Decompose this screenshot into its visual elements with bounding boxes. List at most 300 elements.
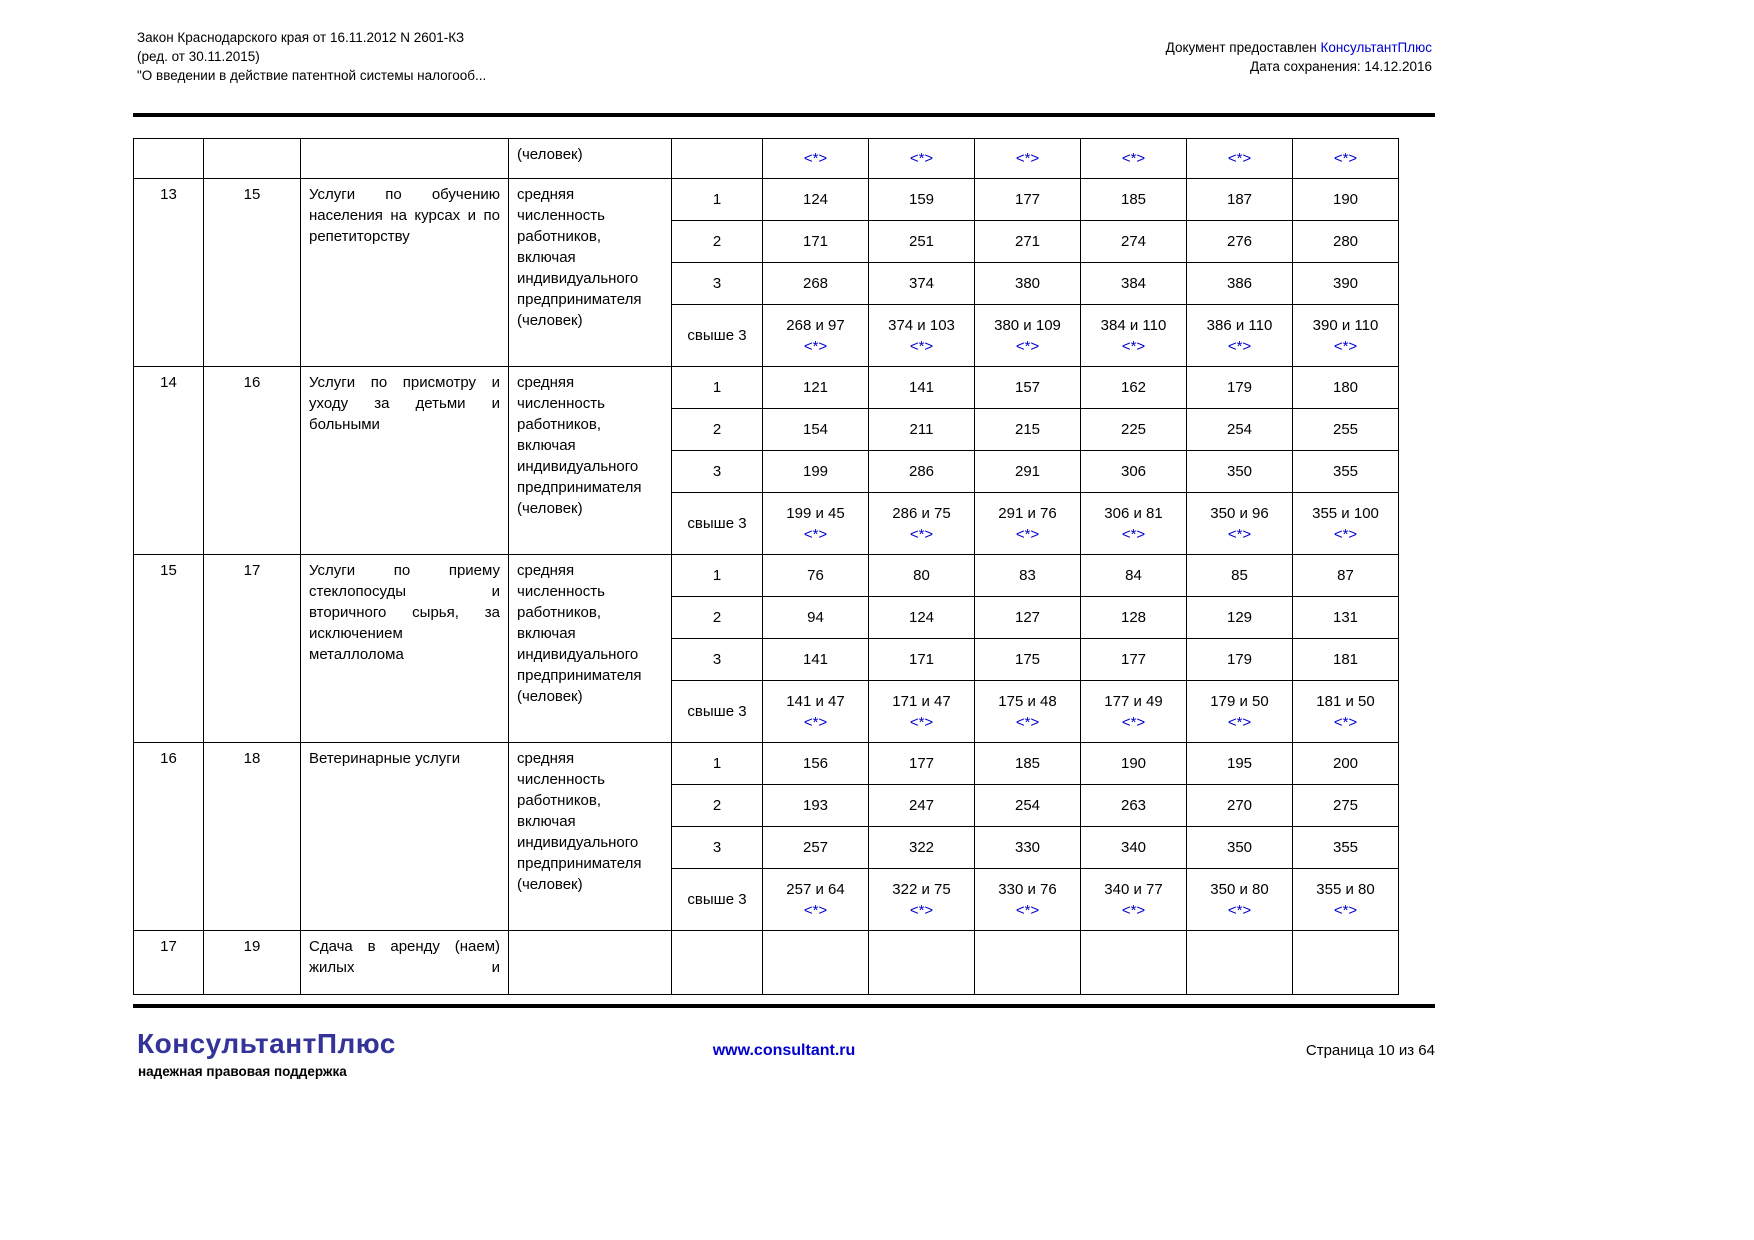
provided-by-line	[1166, 38, 1432, 57]
cell-empty	[672, 139, 763, 179]
value-text: 291 и 76	[998, 504, 1057, 522]
provided-by-text: Документ предоставлен	[1165, 40, 1321, 55]
footnote-marker[interactable]: <*>	[1227, 150, 1252, 167]
value-text: 179 и 50	[1210, 692, 1269, 710]
website-link[interactable]: www.consultant.ru	[712, 1042, 856, 1059]
footnote-marker[interactable]: <*>	[909, 337, 934, 355]
row-number-cell: 13	[134, 179, 204, 367]
value-text: 190	[1120, 755, 1147, 772]
value-cell	[763, 493, 869, 555]
subrow-label-cell: 3	[672, 639, 763, 681]
cell-empty	[1187, 931, 1293, 995]
value-cell	[975, 493, 1081, 555]
value-text: 257	[802, 839, 829, 856]
value-text: 171	[908, 651, 935, 668]
value-cell	[1187, 827, 1293, 869]
value-cell	[975, 179, 1081, 221]
row-number-cell: 17	[134, 931, 204, 995]
value-cell	[1081, 597, 1187, 639]
value-cell	[869, 681, 975, 743]
value-cell	[1293, 869, 1399, 931]
value-cell	[975, 827, 1081, 869]
subrow-label-cell: 1	[672, 555, 763, 597]
value-text: 129	[1226, 609, 1253, 626]
cell-empty	[672, 931, 763, 995]
value-text: 181 и 50	[1316, 692, 1375, 710]
value-cell	[1187, 451, 1293, 493]
value-cell	[1293, 639, 1399, 681]
footnote-marker[interactable]: <*>	[1015, 150, 1040, 167]
value-text: 84	[1125, 567, 1142, 584]
row-code-cell: 16	[204, 367, 301, 555]
value-cell	[1081, 305, 1187, 367]
cell-empty	[509, 931, 672, 995]
value-text: 355 и 80	[1316, 880, 1375, 898]
service-row-13-sub-1	[134, 179, 1399, 221]
value-text: 322 и 75	[892, 880, 951, 898]
footnote-marker[interactable]: <*>	[803, 713, 828, 731]
value-text: 154	[802, 421, 829, 438]
value-cell	[975, 681, 1081, 743]
value-cell	[763, 263, 869, 305]
value-text: 340	[1120, 839, 1147, 856]
value-text: 171 и 47	[892, 692, 951, 710]
value-text: 255	[1332, 421, 1359, 438]
value-text: 384 и 110	[1100, 316, 1167, 334]
carryover-row	[134, 139, 1399, 179]
value-cell	[975, 597, 1081, 639]
footnote-cell-3	[1081, 139, 1187, 179]
value-text: 157	[1014, 379, 1041, 396]
doc-title-line1: Закон Краснодарского края от 16.11.2012 N 2601-КЗ	[137, 30, 465, 45]
logo-tagline: надежная правовая поддержка	[138, 1064, 347, 1079]
value-cell	[1081, 827, 1187, 869]
service-row-16-sub-1	[134, 743, 1399, 785]
value-text: 390	[1332, 275, 1359, 292]
cell-empty	[1293, 931, 1399, 995]
value-text: 87	[1337, 567, 1354, 584]
value-cell	[975, 263, 1081, 305]
value-text: 124	[908, 609, 935, 626]
service-name-cell: Услуги по обучению населения на курсах и по репетиторству	[301, 179, 509, 367]
footnote-marker[interactable]: <*>	[909, 901, 934, 919]
footer-rule	[133, 1004, 1435, 1008]
footnote-marker[interactable]: <*>	[1121, 150, 1146, 167]
value-cell	[1293, 555, 1399, 597]
value-cell	[1187, 179, 1293, 221]
value-text: 306 и 81	[1104, 504, 1163, 522]
subrow-label-cell: 3	[672, 263, 763, 305]
subrow-label-cell: 2	[672, 597, 763, 639]
value-cell	[975, 367, 1081, 409]
footnote-marker[interactable]: <*>	[1015, 901, 1040, 919]
footnote-cell-5	[1293, 139, 1399, 179]
footnote-marker[interactable]: <*>	[803, 337, 828, 355]
value-cell	[1293, 305, 1399, 367]
value-text: 85	[1231, 567, 1248, 584]
value-cell	[869, 409, 975, 451]
value-text: 274	[1120, 233, 1147, 250]
value-text: 263	[1120, 797, 1147, 814]
subrow-label-cell: 2	[672, 409, 763, 451]
value-text: 199	[802, 463, 829, 480]
value-text: 181	[1332, 651, 1359, 668]
value-text: 380	[1014, 275, 1041, 292]
value-cell	[1081, 869, 1187, 931]
footnote-marker[interactable]: <*>	[1227, 337, 1252, 355]
indicator-cell: средняя численность работников, включая индивидуального предпринимателя (человек)	[509, 555, 672, 743]
value-cell	[1187, 869, 1293, 931]
value-text: 215	[1014, 421, 1041, 438]
value-cell	[1187, 367, 1293, 409]
value-cell	[975, 409, 1081, 451]
value-text: 374	[908, 275, 935, 292]
value-text: 185	[1120, 191, 1147, 208]
value-cell	[975, 639, 1081, 681]
service-name-cell: Услуги по приему стеклопосуды и вторичного сырья, за исключением металлолома	[301, 555, 509, 743]
value-cell	[763, 451, 869, 493]
value-cell	[1187, 305, 1293, 367]
value-text: 276	[1226, 233, 1253, 250]
value-text: 271	[1014, 233, 1041, 250]
value-cell	[1293, 409, 1399, 451]
value-cell	[1081, 639, 1187, 681]
indicator-cell: средняя численность работников, включая индивидуального предпринимателя (человек)	[509, 179, 672, 367]
value-cell	[1293, 597, 1399, 639]
value-cell	[869, 493, 975, 555]
header-rule	[133, 113, 1435, 117]
value-cell	[763, 597, 869, 639]
value-text: 386 и 110	[1206, 316, 1273, 334]
tariff-table-body	[134, 139, 1399, 995]
value-text: 141	[802, 651, 829, 668]
value-text: 156	[802, 755, 829, 772]
value-cell	[1081, 743, 1187, 785]
value-text: 291	[1014, 463, 1041, 480]
value-cell	[869, 179, 975, 221]
indicator-continuation: (человек)	[509, 139, 672, 179]
value-text: 211	[909, 421, 934, 438]
value-cell	[1293, 451, 1399, 493]
value-text: 131	[1332, 609, 1359, 626]
value-cell	[975, 451, 1081, 493]
footnote-marker[interactable]: <*>	[1227, 901, 1252, 919]
value-text: 384	[1120, 275, 1147, 292]
row-code-cell: 19	[204, 931, 301, 995]
value-cell	[1081, 409, 1187, 451]
value-text: 350	[1226, 463, 1253, 480]
indicator-cell: средняя численность работников, включая индивидуального предпринимателя (человек)	[509, 743, 672, 931]
cell-empty	[763, 931, 869, 995]
subrow-label-cell: 2	[672, 785, 763, 827]
value-cell	[1081, 681, 1187, 743]
value-text: 200	[1332, 755, 1359, 772]
value-text: 254	[1014, 797, 1041, 814]
value-text: 251	[908, 233, 935, 250]
footnote-marker[interactable]: <*>	[1333, 150, 1358, 167]
footnote-marker[interactable]: <*>	[803, 150, 828, 167]
footnote-marker[interactable]: <*>	[1121, 337, 1146, 355]
value-cell	[763, 827, 869, 869]
value-text: 127	[1014, 609, 1041, 626]
subrow-label-cell: 1	[672, 179, 763, 221]
value-text: 350 и 80	[1210, 880, 1269, 898]
footnote-cell-1	[869, 139, 975, 179]
value-text: 193	[802, 797, 829, 814]
value-text: 350	[1226, 839, 1253, 856]
value-cell	[869, 743, 975, 785]
value-text: 275	[1332, 797, 1359, 814]
value-text: 247	[908, 797, 935, 814]
value-cell	[869, 305, 975, 367]
footnote-cell-4	[1187, 139, 1293, 179]
value-text: 390 и 110	[1312, 316, 1379, 334]
value-text: 175	[1014, 651, 1041, 668]
save-date: Дата сохранения: 14.12.2016	[1249, 59, 1432, 75]
page-indicator: Страница 10 из 64	[1305, 1042, 1435, 1059]
value-cell	[1293, 827, 1399, 869]
footnote-marker[interactable]: <*>	[1121, 713, 1146, 731]
value-text: 268	[802, 275, 829, 292]
value-cell	[1187, 597, 1293, 639]
value-cell	[1187, 493, 1293, 555]
doc-title-line3: "О введении в действие патентной системы налогооб...	[137, 68, 487, 84]
value-text: 355	[1332, 463, 1359, 480]
value-text: 190	[1332, 191, 1359, 208]
value-text: 225	[1120, 421, 1147, 438]
value-cell	[763, 639, 869, 681]
value-text: 270	[1226, 797, 1253, 814]
value-cell	[869, 555, 975, 597]
value-cell	[975, 555, 1081, 597]
value-cell	[1081, 179, 1187, 221]
service-row-14-sub-1	[134, 367, 1399, 409]
value-text: 199 и 45	[786, 504, 845, 522]
value-cell	[1293, 681, 1399, 743]
value-cell	[1293, 367, 1399, 409]
footnote-cell-0	[763, 139, 869, 179]
footnote-marker[interactable]: <*>	[1227, 713, 1252, 731]
footnote-marker[interactable]: <*>	[909, 525, 934, 543]
value-text: 350 и 96	[1210, 504, 1269, 522]
value-cell	[763, 743, 869, 785]
value-text: 187	[1226, 191, 1253, 208]
value-text: 141	[908, 379, 935, 396]
footnote-marker[interactable]: <*>	[1333, 525, 1358, 543]
service-name-cell: Сдача в аренду (наем) жилых и	[301, 931, 509, 995]
tariff-table	[133, 138, 1399, 995]
subrow-label-cell: 1	[672, 367, 763, 409]
value-cell	[763, 869, 869, 931]
footnote-marker[interactable]: <*>	[1121, 525, 1146, 543]
value-cell	[763, 367, 869, 409]
subrow-label-cell: 2	[672, 221, 763, 263]
value-text: 94	[807, 609, 824, 626]
value-cell	[869, 263, 975, 305]
value-cell	[1187, 681, 1293, 743]
footnote-marker[interactable]: <*>	[1227, 525, 1252, 543]
value-cell	[1187, 263, 1293, 305]
consultantplus-header-link[interactable]: КонсультантПлюс	[1320, 40, 1432, 55]
value-cell	[869, 221, 975, 263]
value-text: 257 и 64	[786, 880, 845, 898]
value-text: 268 и 97	[786, 316, 845, 334]
cell-empty	[1081, 931, 1187, 995]
value-cell	[1187, 221, 1293, 263]
document-provided-block	[1166, 38, 1432, 76]
subrow-label-cell: свыше 3	[672, 305, 763, 367]
value-text: 286 и 75	[892, 504, 951, 522]
value-text: 177	[1014, 191, 1041, 208]
value-cell	[763, 409, 869, 451]
service-row-17-partial	[134, 931, 1399, 995]
value-text: 386	[1226, 275, 1253, 292]
row-number-cell: 15	[134, 555, 204, 743]
value-text: 355 и 100	[1312, 504, 1379, 522]
value-text: 340 и 77	[1104, 880, 1163, 898]
subrow-label-cell: 1	[672, 743, 763, 785]
value-cell	[975, 869, 1081, 931]
value-text: 179	[1226, 651, 1253, 668]
value-cell	[763, 221, 869, 263]
value-text: 141 и 47	[786, 692, 845, 710]
value-cell	[1293, 493, 1399, 555]
footnote-marker[interactable]: <*>	[1015, 337, 1040, 355]
value-cell	[1293, 263, 1399, 305]
value-text: 374 и 103	[888, 316, 955, 334]
footnote-marker[interactable]: <*>	[1333, 901, 1358, 919]
row-number-cell: 14	[134, 367, 204, 555]
value-text: 195	[1226, 755, 1253, 772]
value-text: 306	[1120, 463, 1147, 480]
value-cell	[1081, 367, 1187, 409]
value-cell	[1293, 179, 1399, 221]
subrow-label-cell: свыше 3	[672, 493, 763, 555]
value-cell	[869, 639, 975, 681]
value-cell	[1081, 221, 1187, 263]
value-cell	[1293, 743, 1399, 785]
value-cell	[975, 785, 1081, 827]
value-cell	[1293, 221, 1399, 263]
page-footer	[133, 1024, 1435, 1094]
value-cell	[1293, 785, 1399, 827]
value-text: 162	[1120, 379, 1147, 396]
value-cell	[763, 305, 869, 367]
value-text: 83	[1019, 567, 1036, 584]
service-name-cell: Услуги по присмотру и уходу за детьми и больными	[301, 367, 509, 555]
value-text: 330 и 76	[998, 880, 1057, 898]
value-cell	[1081, 785, 1187, 827]
value-cell	[869, 869, 975, 931]
value-text: 177 и 49	[1104, 692, 1163, 710]
value-text: 124	[802, 191, 829, 208]
value-text: 280	[1332, 233, 1359, 250]
cell-empty	[301, 139, 509, 179]
document-title-block	[137, 28, 486, 85]
value-cell	[869, 451, 975, 493]
subrow-label-cell: 3	[672, 827, 763, 869]
cell-empty	[204, 139, 301, 179]
value-cell	[1081, 451, 1187, 493]
value-cell	[975, 221, 1081, 263]
footnote-marker[interactable]: <*>	[1015, 713, 1040, 731]
value-cell	[763, 179, 869, 221]
cell-empty	[975, 931, 1081, 995]
row-code-cell: 15	[204, 179, 301, 367]
subrow-label-cell: свыше 3	[672, 869, 763, 931]
footnote-marker[interactable]: <*>	[1015, 525, 1040, 543]
footnote-marker[interactable]: <*>	[803, 901, 828, 919]
cell-empty	[869, 931, 975, 995]
value-text: 128	[1120, 609, 1147, 626]
value-cell	[869, 785, 975, 827]
value-cell	[763, 785, 869, 827]
value-text: 80	[913, 567, 930, 584]
value-cell	[1187, 785, 1293, 827]
service-row-15-sub-1	[134, 555, 1399, 597]
value-text: 355	[1332, 839, 1359, 856]
value-cell	[975, 743, 1081, 785]
value-text: 254	[1226, 421, 1253, 438]
value-cell	[763, 681, 869, 743]
footnote-marker[interactable]: <*>	[1121, 901, 1146, 919]
value-cell	[975, 305, 1081, 367]
footnote-marker[interactable]: <*>	[1333, 337, 1358, 355]
value-cell	[1187, 639, 1293, 681]
value-cell	[1187, 555, 1293, 597]
value-cell	[1081, 555, 1187, 597]
value-cell	[869, 597, 975, 639]
footnote-marker[interactable]: <*>	[1333, 713, 1358, 731]
indicator-cell: средняя численность работников, включая индивидуального предпринимателя (человек)	[509, 367, 672, 555]
doc-title-line2: (ред. от 30.11.2015)	[137, 49, 260, 65]
value-text: 380 и 109	[994, 316, 1061, 334]
value-text: 121	[802, 379, 829, 396]
value-cell	[1081, 493, 1187, 555]
subrow-label-cell: 3	[672, 451, 763, 493]
footnote-marker[interactable]: <*>	[909, 150, 934, 167]
value-text: 322	[908, 839, 935, 856]
service-name-cell: Ветеринарные услуги	[301, 743, 509, 931]
value-text: 159	[908, 191, 935, 208]
value-text: 76	[807, 567, 824, 584]
value-cell	[1081, 263, 1187, 305]
value-cell	[1187, 743, 1293, 785]
value-text: 177	[908, 755, 935, 772]
value-text: 177	[1120, 651, 1147, 668]
row-code-cell: 17	[204, 555, 301, 743]
row-number-cell: 16	[134, 743, 204, 931]
value-text: 179	[1226, 379, 1253, 396]
row-code-cell: 18	[204, 743, 301, 931]
value-text: 185	[1014, 755, 1041, 772]
value-text: 330	[1014, 839, 1041, 856]
value-text: 180	[1332, 379, 1359, 396]
value-cell	[869, 367, 975, 409]
cell-empty	[134, 139, 204, 179]
value-cell	[1187, 409, 1293, 451]
value-text: 286	[908, 463, 935, 480]
footnote-cell-2	[975, 139, 1081, 179]
footnote-marker[interactable]: <*>	[803, 525, 828, 543]
value-text: 171	[802, 233, 829, 250]
subrow-label-cell: свыше 3	[672, 681, 763, 743]
value-cell	[869, 827, 975, 869]
value-cell	[763, 555, 869, 597]
footnote-marker[interactable]: <*>	[909, 713, 934, 731]
value-text: 175 и 48	[998, 692, 1057, 710]
consultantplus-logo: КонсультантПлюс	[137, 1028, 396, 1059]
